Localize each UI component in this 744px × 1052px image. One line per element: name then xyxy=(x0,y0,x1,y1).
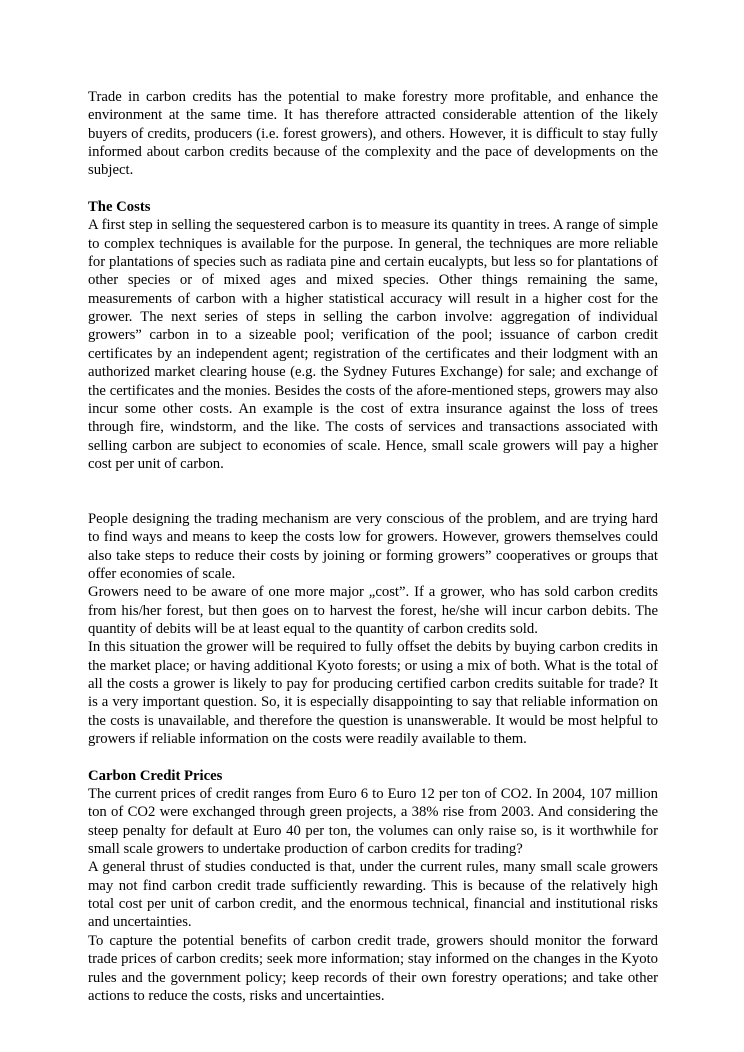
costs-paragraph-1: A first step in selling the sequestered carbon is to measure its quantity in trees. A range of simple to complex techniques is available for the purpose. In general, the techniques are more reliable for plantations of species such as radiata pine and certain eucalypts, but less so for plantations of other species or of mixed ages and mixed species. Other things remaining the same, measurements of carbon with a higher statistical accuracy will result in a higher cost for the grower. The next series of steps in selling the carbon involve: aggregation of individual growers” carbon in to a sizeable pool; verification of the pool; issuance of carbon credit certificates by an independent agent; registration of the certificates and their lodgment with an authorized market clearing house (e.g. the Sydney Futures Exchange) for sale; and exchange of the certificates and the monies. Besides the costs of the afore-mentioned steps, growers may also incur some other costs. An example is the cost of extra insurance against the loss of trees through fire, windstorm, and the like. The costs of services and transactions associated with selling carbon are subject to economies of scale. Hence, small scale growers will pay a higher cost per unit of carbon. xyxy=(88,217,658,472)
heading-the-costs: The Costs xyxy=(88,199,151,216)
costs-paragraph-4: In this situation the grower will be required to fully offset the debits by buying carbon credits in the market place; or having additional Kyoto forests; or using a mix of both. What is the total of all the costs a grower is likely to pay for producing certified carbon credits suitable for trade? It is a very important question. So, it is especially disappointing to say that reliable information on the costs is unavailable, and therefore the question is unanswerable. It would be most helpful to growers if reliable information on the costs were readily available to them. xyxy=(88,639,658,748)
paragraph-spacer xyxy=(88,748,658,766)
text-column xyxy=(88,88,658,1005)
heading-carbon-credit-prices: Carbon Credit Prices xyxy=(88,767,223,784)
prices-paragraph-2: A general thrust of studies conducted is that, under the current rules, many small scale growers may not find carbon credit trade sufficiently rewarding. This is because of the relatively high total cost per unit of carbon credit, and the enormous technical, financial and institutional risks and uncertainties. xyxy=(88,859,658,931)
prices-paragraph-3: To capture the potential benefits of carbon credit trade, growers should monitor the forward trade prices of carbon credits; seek more information; stay informed on the changes in the Kyoto rules and the government policy; keep records of their own forestry operations; and take other actions to reduce the costs, risks and uncertainties. xyxy=(88,932,658,1004)
paragraph-spacer xyxy=(88,473,658,491)
paragraph-spacer xyxy=(88,492,658,510)
paragraph-spacer xyxy=(88,180,658,198)
intro-paragraph: Trade in carbon credits has the potential to make forestry more profitable, and enhance the environment at the same time. It has therefore attracted considerable attention of the likely buyers of credits, producers (i.e. forest growers), and others. However, it is difficult to stay fully informed about carbon credits because of the complexity and the pace of developments on the subject. xyxy=(88,89,658,179)
prices-paragraph-1: The current prices of credit ranges from Euro 6 to Euro 12 per ton of CO2. In 2004, 107 million ton of CO2 were exchanged through green projects, a 38% rise from 2003. And considering the steep penalty for default at Euro 40 per ton, the volumes can only raise so, is it worthwhile for small scale growers to undertake production of carbon credits for trading? xyxy=(88,786,658,858)
costs-paragraph-2: People designing the trading mechanism are very conscious of the problem, and are trying hard to find ways and means to keep the costs low for growers. However, growers themselves could also take steps to reduce their costs by joining or forming growers” cooperatives or groups that offer economies of scale. xyxy=(88,510,658,582)
costs-paragraph-3: Growers need to be aware of one more major „cost”. If a grower, who has sold carbon credits from his/her forest, but then goes on to harvest the forest, he/she will incur carbon debits. The quantity of debits will be at least equal to the quantity of carbon credits sold. xyxy=(88,584,658,637)
